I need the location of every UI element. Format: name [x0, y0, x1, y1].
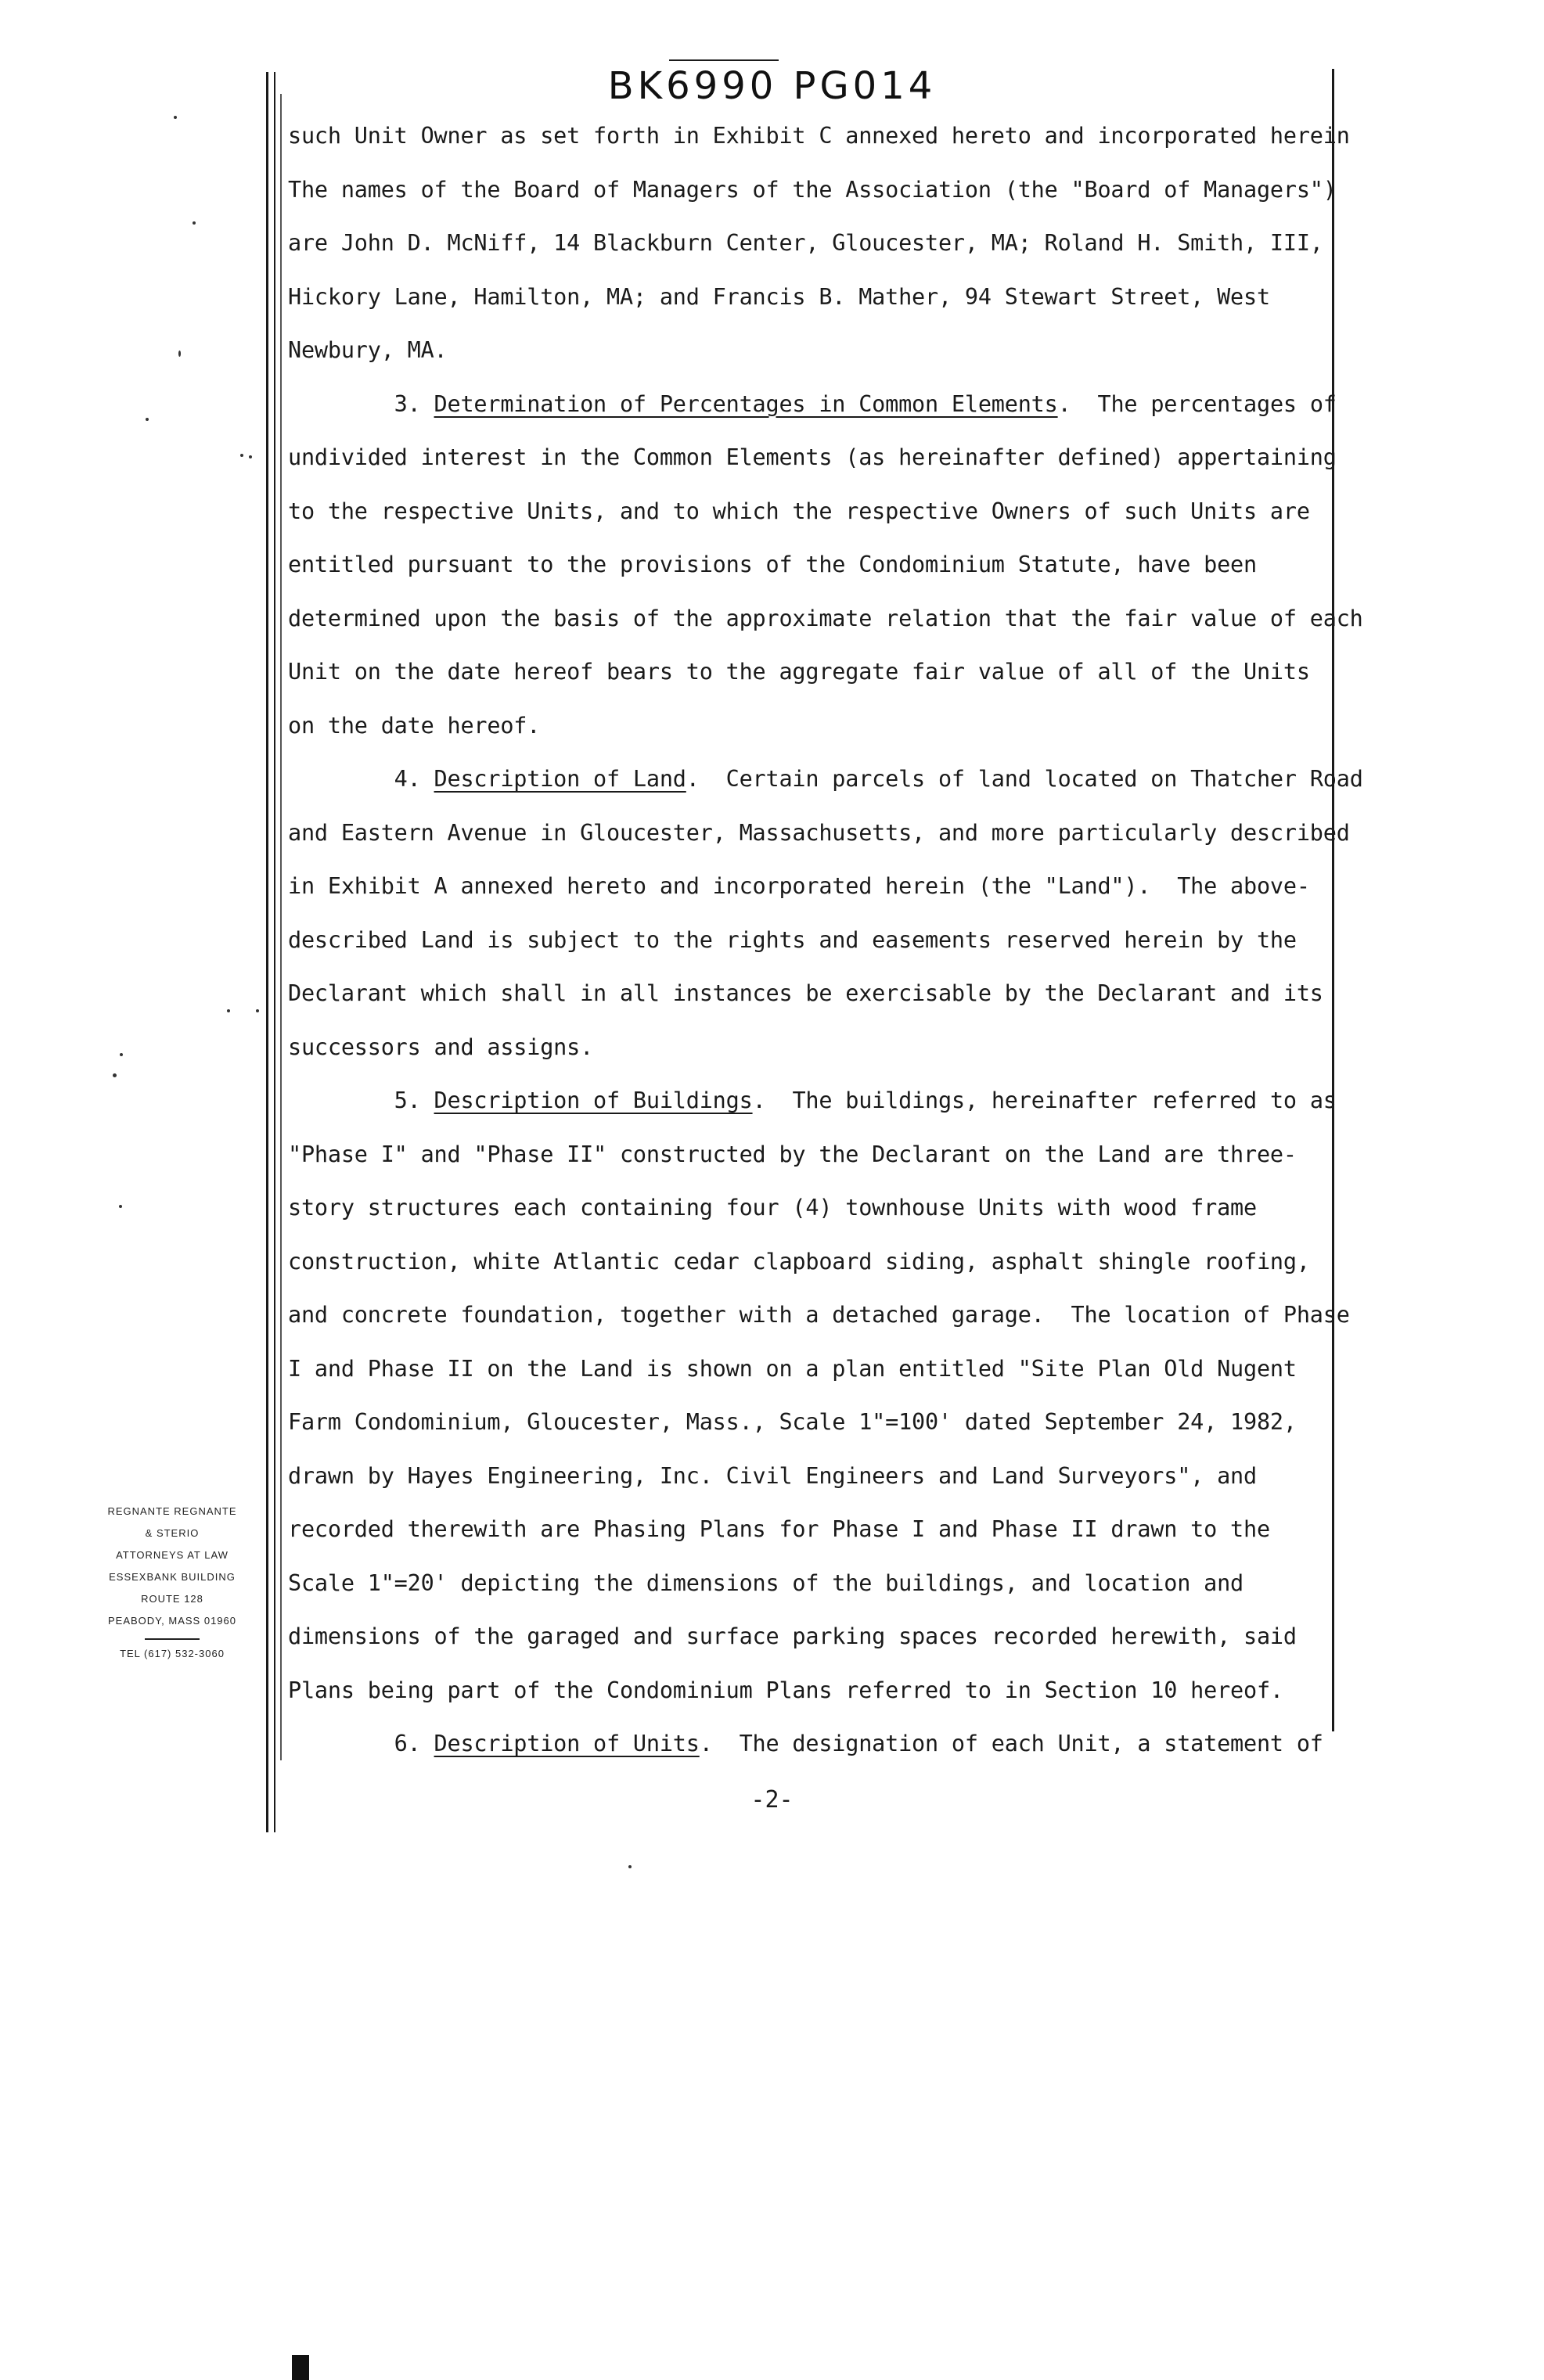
line-text: Farm Condominium, Gloucester, Mass., Scale 1"=100' dated September 24, 1982, [288, 1409, 1297, 1435]
line-text: Scale 1"=20' depicting the dimensions of the buildings, and location and [288, 1569, 1244, 1596]
line-text: and concrete foundation, together with a detached garage. The location of Phase [288, 1302, 1350, 1328]
body-line [288, 1128, 1335, 1182]
body-line [288, 1074, 1335, 1128]
line-text: described Land is subject to the rights and easements reserved herein by the [288, 926, 1297, 953]
header-dash [669, 59, 779, 61]
line-text: in Exhibit A annexed hereto and incorporated herein (the "Land"). The above- [288, 873, 1310, 899]
body-line [288, 1717, 1335, 1771]
body-line [288, 1664, 1335, 1718]
body-line [288, 645, 1335, 699]
body-line [288, 592, 1363, 646]
body-line [288, 1610, 1335, 1664]
section-heading: Description of Land [434, 766, 686, 792]
line-text: drawn by Hayes Engineering, Inc. Civil Engineers and Land Surveyors", and [288, 1462, 1257, 1489]
scan-speck [113, 1073, 117, 1077]
body-line [288, 271, 1335, 325]
line-text: Newbury, MA. [288, 337, 448, 363]
stamp-line-1: REGNANTE REGNANTE [107, 1505, 237, 1517]
scan-speck [178, 351, 181, 357]
scan-speck [193, 221, 196, 225]
stamp-line-3: ATTORNEYS AT LAW [116, 1549, 229, 1561]
body-line [288, 538, 1335, 592]
line-text: undivided interest in the Common Elements (as hereinafter defined) appertaining [288, 444, 1337, 470]
section-heading: Description of Units [434, 1731, 700, 1756]
body-line [288, 1021, 1335, 1075]
body-line [288, 1503, 1335, 1557]
body-line [288, 1396, 1335, 1450]
scan-speck [174, 116, 177, 119]
section-number: 4. [288, 766, 434, 792]
line-text: I and Phase II on the Land is shown on a plan entitled "Site Plan Old Nugent [288, 1355, 1297, 1382]
section-number: 5. [288, 1088, 434, 1113]
section-number: 3. [288, 390, 434, 417]
scan-speck [256, 1009, 259, 1012]
section-number: 6. [288, 1731, 434, 1756]
body-line [288, 485, 1335, 539]
body-line [288, 431, 1335, 485]
scan-speck [249, 455, 252, 458]
body-line [288, 378, 1335, 432]
margin-rule-outer-second [274, 72, 275, 1832]
line-text: . The percentages of [1057, 390, 1337, 417]
body-line [288, 699, 1335, 753]
line-text: Unit on the date hereof bears to the aggregate fair value of all of the Units [288, 659, 1310, 685]
attorney-stamp [70, 1501, 274, 1665]
book-page-header: BK6990 PG014 [607, 64, 937, 108]
line-text: such Unit Owner as set forth in Exhibit C annexed hereto and incorporated herein [288, 123, 1350, 149]
body-line [288, 110, 1350, 164]
line-text: Plans being part of the Condominium Plans referred to in Section 10 hereof. [288, 1677, 1283, 1703]
scan-speck [240, 454, 243, 457]
scan-speck [227, 1009, 230, 1012]
body-line [288, 967, 1335, 1021]
stamp-line-6: PEABODY, MASS 01960 [107, 1615, 236, 1627]
body-line [288, 860, 1335, 914]
body-line [288, 164, 1335, 218]
line-text: recorded therewith are Phasing Plans for Phase I and Phase II drawn to the [288, 1516, 1270, 1542]
page-number: -2- [750, 1786, 794, 1814]
scan-speck [120, 1053, 123, 1056]
line-text: The names of the Board of Managers of the Association (the "Board of Managers") [288, 176, 1337, 203]
line-text: "Phase I" and "Phase II" constructed by the Declarant on the Land are three- [288, 1141, 1297, 1167]
line-text: . Certain parcels of land located on Thatcher Road [686, 766, 1363, 792]
line-text: and Eastern Avenue in Gloucester, Massachusetts, and more particularly described [288, 819, 1350, 846]
line-text: Hickory Lane, Hamilton, MA; and Francis B. Mather, 94 Stewart Street, West [288, 283, 1270, 310]
body-line [288, 914, 1335, 968]
line-text: dimensions of the garaged and surface parking spaces recorded herewith, said [288, 1623, 1297, 1649]
line-text: story structures each containing four (4) townhouse Units with wood frame [288, 1195, 1257, 1221]
section-heading: Description of Buildings [434, 1088, 753, 1113]
body-line [288, 324, 1335, 378]
body-line [288, 1181, 1335, 1235]
line-text: construction, white Atlantic cedar clapboard siding, asphalt shingle roofing, [288, 1248, 1310, 1274]
document-body [288, 110, 1363, 1771]
stamp-divider [145, 1638, 200, 1640]
line-text: . The designation of each Unit, a statement of [699, 1731, 1323, 1756]
line-text: to the respective Units, and to which the respective Owners of such Units are [288, 498, 1310, 524]
line-text: . The buildings, hereinafter referred to as [752, 1088, 1337, 1113]
stamp-phone: TEL (617) 532-3060 [120, 1648, 225, 1659]
body-line [288, 807, 1350, 861]
line-text: are John D. McNiff, 14 Blackburn Center, Gloucester, MA; Roland H. Smith, III, [288, 230, 1323, 256]
line-text: Declarant which shall in all instances be exercisable by the Declarant and its [288, 980, 1323, 1006]
scan-speck [628, 1865, 632, 1868]
line-text: determined upon the basis of the approximate relation that the fair value of each [288, 605, 1363, 631]
scan-mark [292, 2355, 309, 2380]
scan-speck [146, 418, 149, 421]
line-text: entitled pursuant to the provisions of the Condominium Statute, have been [288, 552, 1257, 577]
body-line [288, 1289, 1350, 1343]
line-text: successors and assigns. [288, 1034, 594, 1060]
body-line [288, 1343, 1335, 1397]
scan-speck [119, 1205, 122, 1208]
stamp-line-5: ROUTE 128 [141, 1593, 203, 1605]
stamp-line-2: & STERIO [145, 1527, 200, 1539]
margin-rule-inner [280, 94, 282, 1760]
section-heading: Determination of Percentages in Common Elements [434, 390, 1058, 417]
body-line [288, 1450, 1335, 1504]
stamp-line-4: ESSEXBANK BUILDING [109, 1571, 236, 1583]
body-line [288, 753, 1363, 807]
body-line [288, 1557, 1335, 1611]
line-text: on the date hereof. [288, 712, 541, 739]
body-line [288, 217, 1335, 271]
body-line [288, 1235, 1335, 1289]
